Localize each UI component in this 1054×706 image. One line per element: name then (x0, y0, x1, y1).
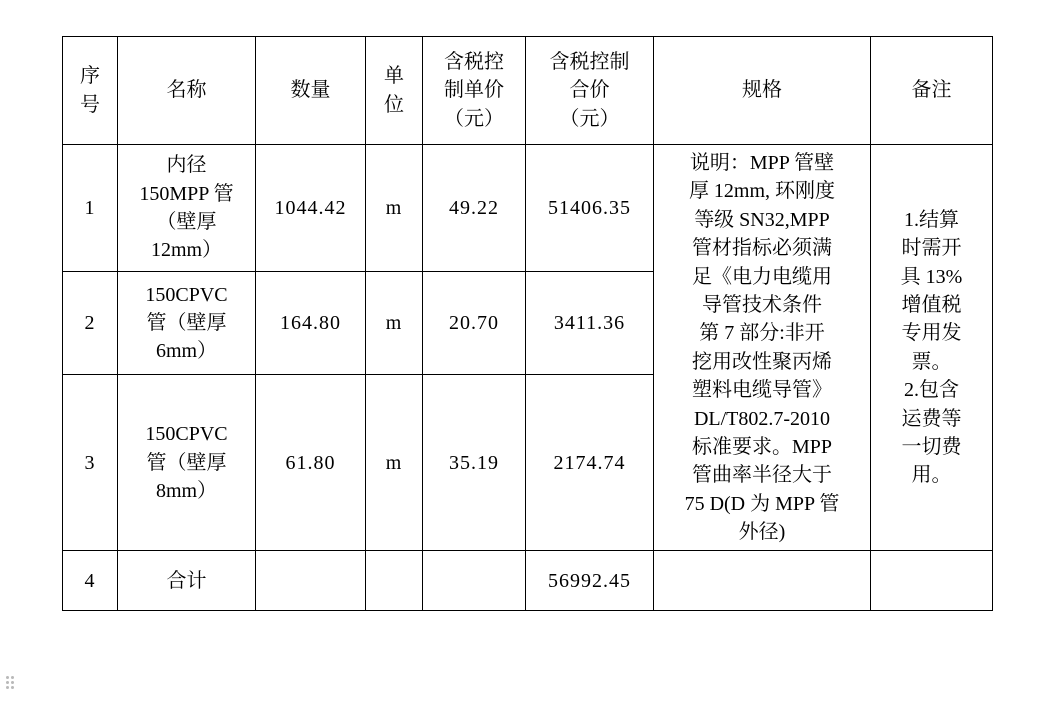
row-3-total-price: 2174.74 (526, 375, 654, 551)
row-2-name-line-1: 150CPVC (145, 283, 228, 306)
row-4-specification (654, 551, 871, 611)
row-4-total-price: 56992.45 (526, 551, 654, 611)
row-3-name-line-2: 管（壁厚 (146, 451, 227, 474)
row-3-seq: 3 (63, 375, 118, 551)
spec-line-13: 75 D(D 为 MPP 管 (684, 492, 840, 515)
row-3-name-line-3: 8mm） (155, 480, 218, 503)
row-1-unit-price: 49.22 (423, 145, 526, 272)
header-seq (63, 37, 118, 145)
header-name: 名称 (118, 37, 256, 145)
spec-line-11: 标准要求。MPP (691, 435, 833, 458)
spec-line-9: 塑料电缆导管》 (692, 379, 832, 402)
drag-handle-icon[interactable] (6, 676, 16, 690)
header-remark: 备注 (871, 37, 993, 145)
row-3-name (118, 375, 256, 551)
remark-line-7: 2.包含 (904, 379, 959, 402)
spec-line-5: 足《电力电缆用 (692, 265, 832, 288)
row-4-seq: 4 (63, 551, 118, 611)
specification-cell (654, 145, 871, 551)
header-quantity: 数量 (256, 37, 366, 145)
header-unit-price (423, 37, 526, 145)
row-4-unit-price (423, 551, 526, 611)
row-1-name-line-3: （壁厚 (156, 210, 217, 233)
row-1-seq: 1 (63, 145, 118, 272)
row-2-unit-price: 20.70 (423, 271, 526, 375)
row-2-unit: m (366, 271, 423, 375)
spec-line-10: DL/T802.7-2010 (693, 407, 831, 430)
spec-line-7: 第 7 部分:非开 (699, 322, 825, 345)
remark-line-10: 用。 (911, 464, 952, 487)
row-1-name (118, 145, 256, 272)
table-header-row (63, 37, 993, 145)
row-2-name-line-2: 管（壁厚 (146, 311, 227, 334)
header-unit-price-line-3: （元） (444, 107, 504, 130)
remark-line-4: 增值税 (901, 293, 962, 316)
row-2-seq: 2 (63, 271, 118, 375)
header-total-price-line-2: 合价 (569, 79, 610, 102)
row-1-name-line-4: 12mm） (150, 239, 223, 262)
header-total-price (526, 37, 654, 145)
spec-line-14: 外径) (738, 521, 786, 544)
remark-line-2: 时需开 (901, 237, 962, 260)
spec-line-6: 导管技术条件 (702, 293, 822, 316)
row-2-name (118, 271, 256, 375)
row-4-unit (366, 551, 423, 611)
row-2-quantity: 164.80 (256, 271, 366, 375)
header-unit (366, 37, 423, 145)
spec-line-12: 管曲率半径大于 (692, 464, 832, 487)
header-total-price-line-1: 含税控制 (549, 50, 630, 73)
row-2-total-price: 3411.36 (526, 271, 654, 375)
row-3-unit: m (366, 375, 423, 551)
material-price-table (62, 36, 993, 611)
spec-line-2: 厚 12mm, 环刚度 (688, 180, 836, 203)
spec-line-8: 挖用改性聚丙烯 (692, 350, 832, 373)
remark-line-6: 票。 (911, 350, 952, 373)
spec-line-3: 等级 SN32,MPP (694, 208, 830, 231)
table-row-total (63, 551, 993, 611)
table-row (63, 145, 993, 272)
header-unit-line-1: 单 (384, 65, 404, 88)
row-4-remark (871, 551, 993, 611)
row-1-total-price: 51406.35 (526, 145, 654, 272)
remark-line-3: 具 13% (900, 265, 963, 288)
remark-line-9: 一切费 (901, 435, 962, 458)
row-1-quantity: 1044.42 (256, 145, 366, 272)
header-unit-line-2: 位 (384, 93, 404, 116)
row-3-name-line-1: 150CPVC (145, 423, 228, 446)
header-unit-price-line-2: 制单价 (444, 79, 504, 102)
row-2-name-line-3: 6mm） (155, 340, 218, 363)
row-3-unit-price: 35.19 (423, 375, 526, 551)
row-4-quantity (256, 551, 366, 611)
remark-line-1: 1.结算 (904, 208, 959, 231)
spec-line-1: 说明：MPP 管壁 (689, 152, 835, 174)
header-seq-line-1: 序 (80, 65, 100, 88)
row-3-quantity: 61.80 (256, 375, 366, 551)
spec-line-4: 管材指标必须满 (692, 237, 832, 260)
remark-line-8: 运费等 (901, 407, 962, 430)
row-1-unit: m (366, 145, 423, 272)
row-1-name-line-1: 内径 (166, 154, 207, 177)
header-seq-line-2: 号 (80, 93, 100, 116)
remark-line-5: 专用发 (901, 322, 962, 345)
header-specification: 规格 (654, 37, 871, 145)
remark-cell (871, 145, 993, 551)
row-4-name: 合计 (118, 551, 256, 611)
row-1-name-line-2: 150MPP 管 (139, 182, 234, 205)
header-total-price-line-3: （元） (559, 107, 620, 130)
header-unit-price-line-1: 含税控 (444, 50, 504, 73)
